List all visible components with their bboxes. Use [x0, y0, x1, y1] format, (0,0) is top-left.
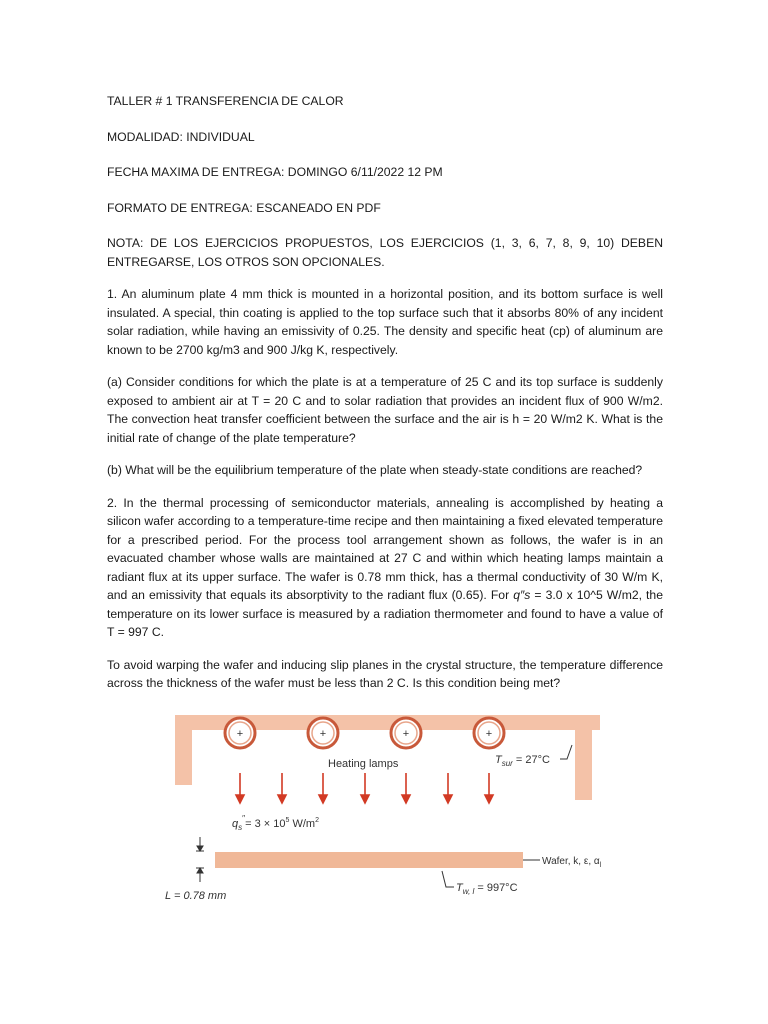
wafer-diagram [160, 705, 600, 915]
problem-1a: (a) Consider conditions for which the plate is at a temperature of 25 C and its top surface is suddenly exposed to ambient air at T = 20 C and to solar radiation that provides an incident flux of 900 W/m2. The convection heat transfer coefficient between the surface and the air is h = 20 W/m2 K. What is the initial rate of change of the plate temperature? [107, 375, 663, 445]
document-body [107, 92, 663, 707]
heating-lamps-label: Heating lamps [328, 758, 399, 770]
lamp-2 [308, 718, 338, 748]
problem-1: 1. An aluminum plate 4 mm thick is mounted in a horizontal position, and its bottom surface is well insulated. A special, thin coating is applied to the top surface such that it absorbs 80% of any incident solar radiation, while having an emissivity of 0.25. The density and specific heat (cp) of aluminum are known to be 2700 kg/m3 and 900 J/kg K, respectively. [107, 287, 663, 357]
tsur-leader-line [560, 745, 572, 759]
flux-label: $q_s''= 3 \times 10^5$ $W/m^2$ [232, 814, 319, 832]
tsur-label: $T_{sur} = 27^\circ C$ [495, 754, 550, 768]
problem-1b: (b) What will be the equilibrium temperature of the plate when steady-state conditions are reached? [107, 463, 643, 477]
problem-2 [107, 494, 663, 642]
wafer-label: Wafer, k, ε, $\alpha_l$ [542, 856, 602, 869]
tw-leader-line [442, 871, 454, 887]
tw-label: $T_{w, l} = 997^\circ C$ [456, 882, 518, 896]
lamp-3-symbol: + [402, 728, 410, 740]
problem-2-text-b: = 3.0 x 10^5 W/m2, the temperature on its lower surface is measured by a radiation thermometer and found to have a value of T = 997 C. [107, 588, 663, 639]
lamp-2-symbol: + [319, 728, 327, 740]
lamp-1 [225, 718, 255, 748]
flux-symbol: q″s [513, 588, 531, 602]
modality-line: MODALIDAD: INDIVIDUAL [107, 129, 255, 144]
lamp-4 [474, 718, 504, 748]
thickness-markers [196, 837, 204, 882]
note-paragraph: NOTA: DE LOS EJERCICIOS PROPUESTOS, LOS EJERCICIOS (1, 3, 6, 7, 8, 9, 10) DEBEN ENTREGARSE, LOS OTROS SON OPCIONALES. [107, 236, 663, 269]
lamp-4-symbol: + [485, 728, 493, 740]
wafer [215, 852, 523, 868]
deadline-line: FECHA MAXIMA DE ENTREGA: DOMINGO 6/11/2022 12 PM [107, 165, 443, 179]
flux-arrows [236, 773, 493, 803]
lamp-3 [391, 718, 421, 748]
document-title: TALLER # 1 TRANSFERENCIA DE CALOR [107, 94, 344, 108]
format-line: FORMATO DE ENTREGA: ESCANEADO EN PDF [107, 200, 381, 215]
lamp-1-symbol: + [236, 728, 244, 740]
thickness-label: L = 0.78 mm [165, 890, 227, 902]
problem-2-text-a: 2. In the thermal processing of semiconductor materials, annealing is accomplished by heating a silicon wafer according to a temperature-time recipe and then maintaining a fixed elevated temperature for a prescribed period. For the process tool arrangement shown as follows, the wafer is in an evacuated chamber whose walls are maintained at 27 C and within which heating lamps maintain a radiant flux at its upper surface. The wafer is 0.78 mm thick, has a thermal conductivity of 30 W/m K, and an emissivity that equals its absorptivity to the radiant flux (0.65). For [107, 495, 663, 602]
problem-2-question: To avoid warping the wafer and inducing slip planes in the crystal structure, the temperature difference across the thickness of the wafer must be less than 2 C. Is this condition being met? [107, 657, 663, 690]
